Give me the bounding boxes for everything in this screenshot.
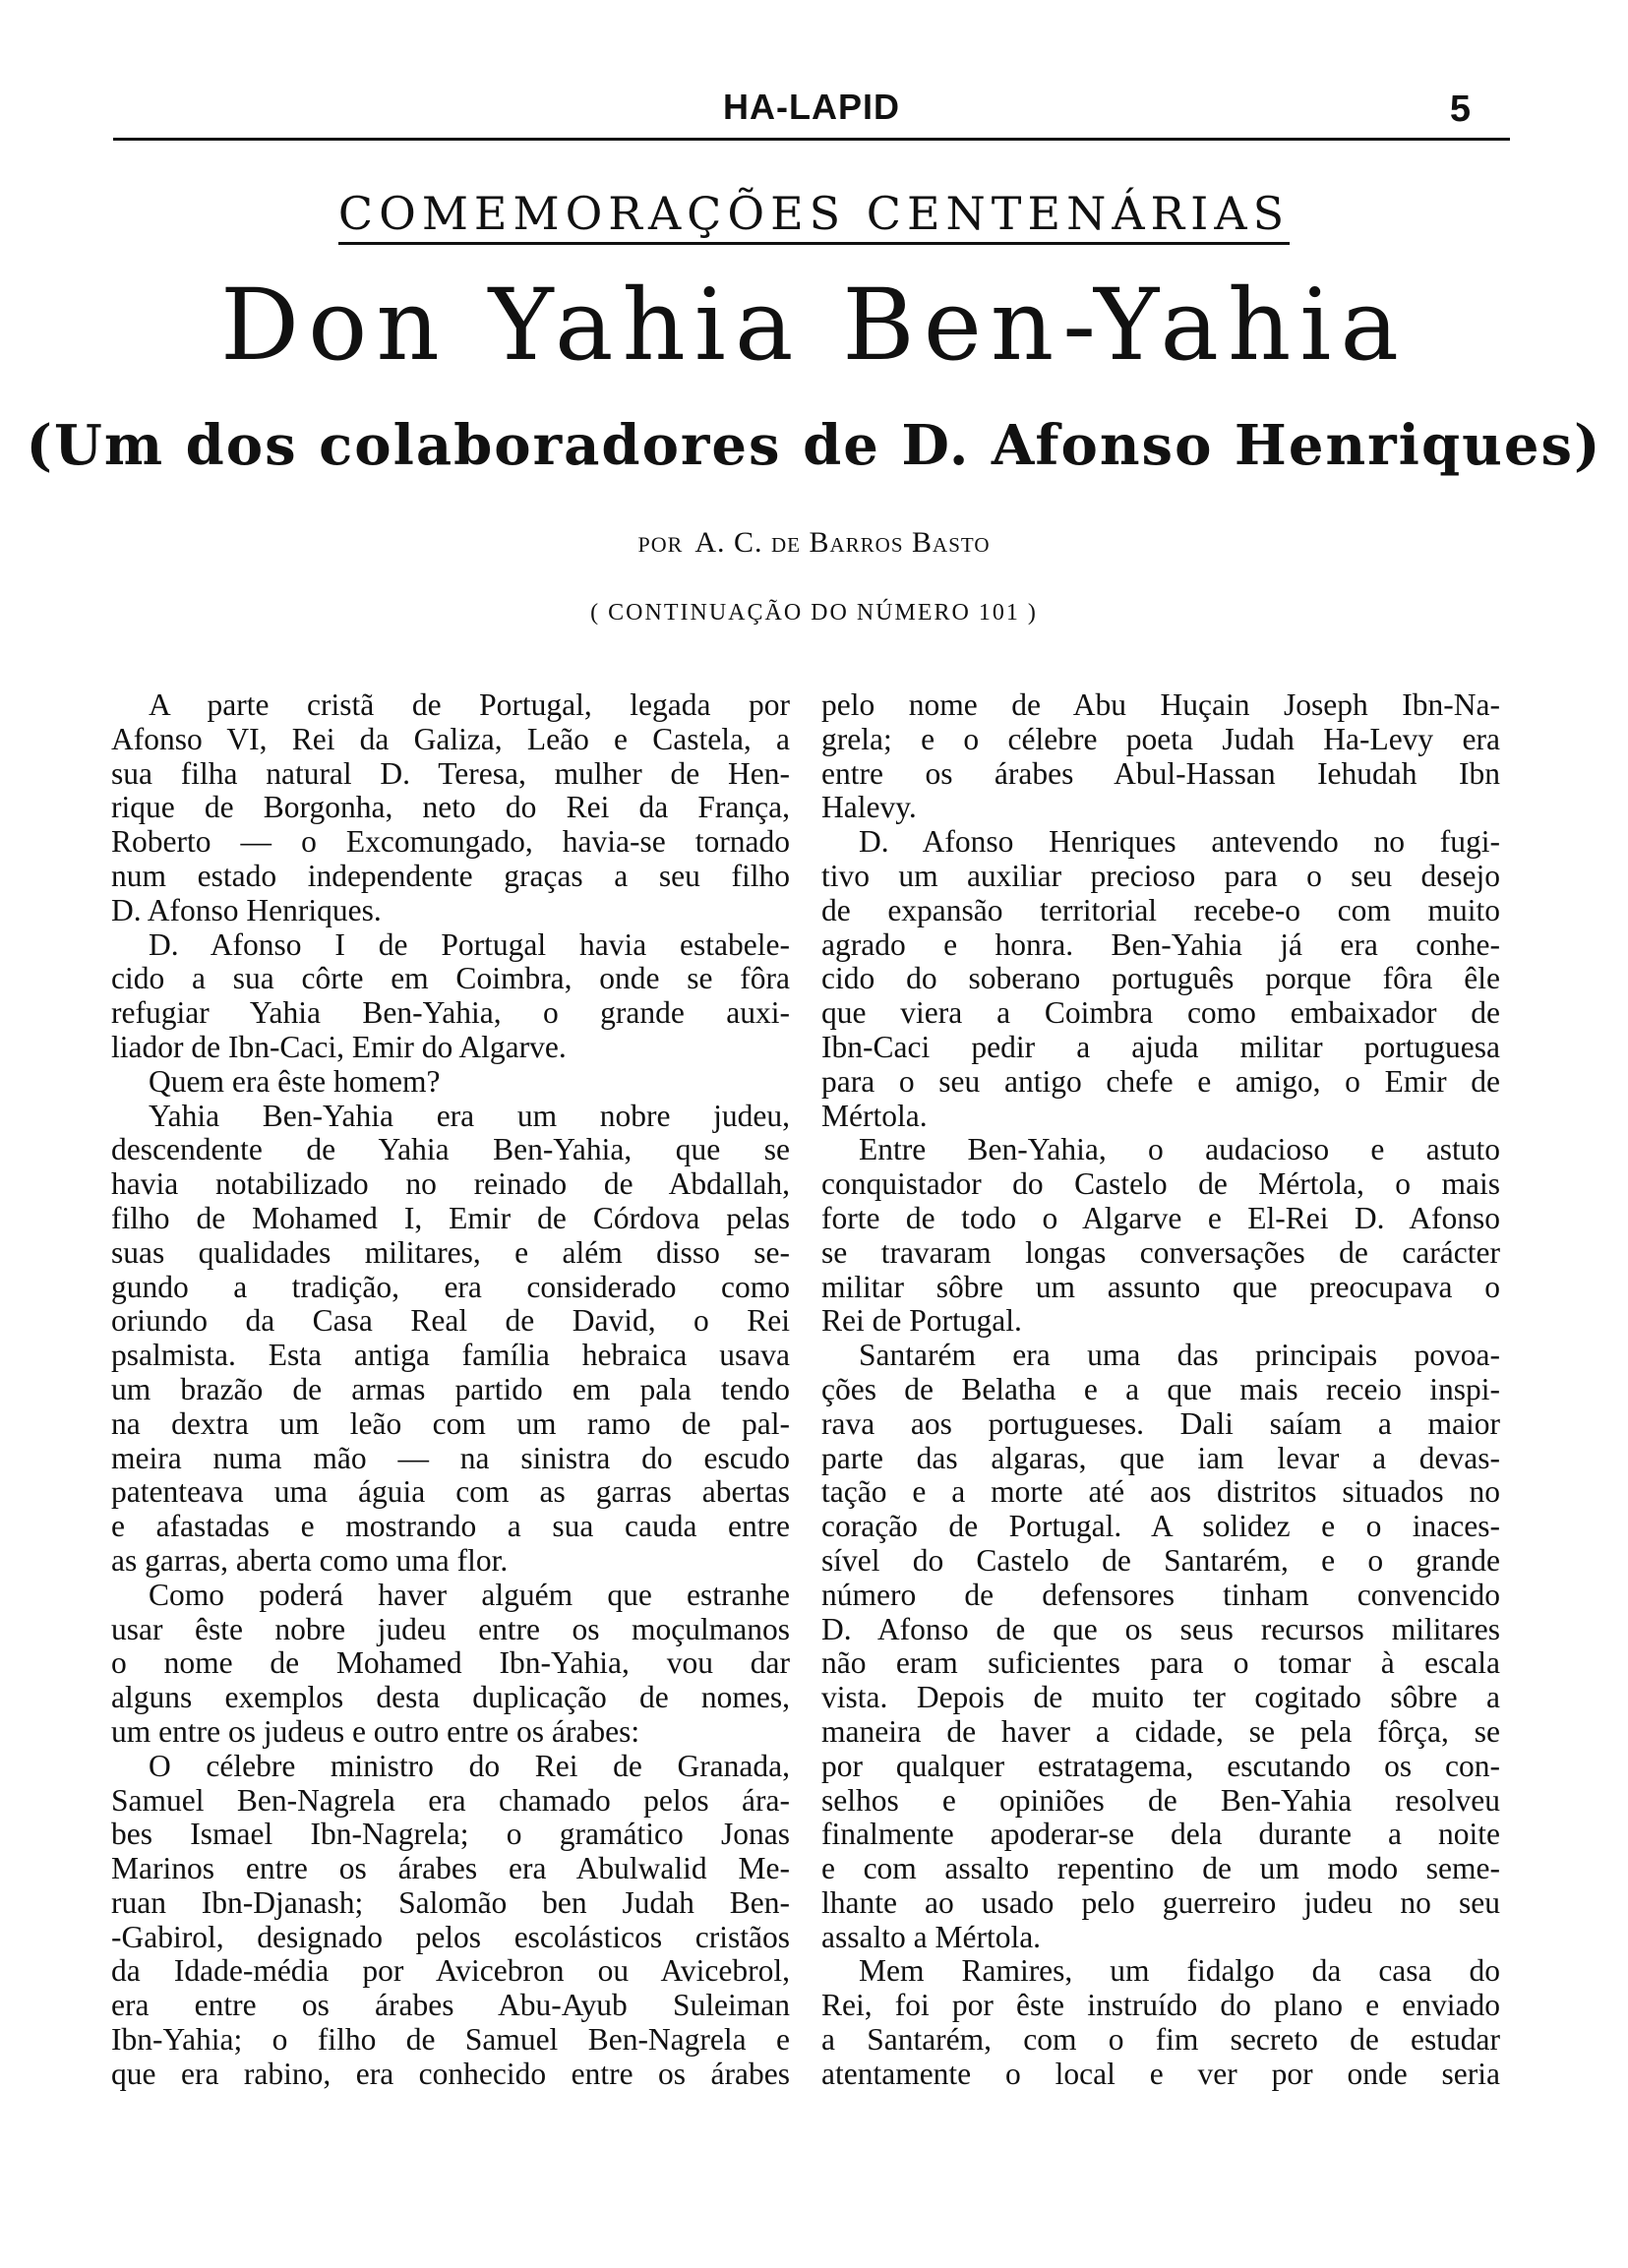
- text-line: Halevy.: [821, 790, 917, 825]
- text-line: meira numa mão — na sinistra do escudo: [111, 1440, 790, 1475]
- text-line: coração de Portugal. A solidez e o inaces-: [821, 1509, 1500, 1544]
- continuation-note: ( CONTINUAÇÃO DO NÚMERO 101 ): [590, 600, 1038, 626]
- text-line: refugiar Yahia Ben-Yahia, o grande auxi-: [111, 995, 790, 1031]
- text-line: sua filha natural D. Teresa, mulher de Hen-: [111, 755, 790, 791]
- text-line: militar sôbre um assunto que preocupava o: [821, 1269, 1500, 1304]
- text-line: um entre os judeus e outro entre os árabes:: [111, 1713, 640, 1749]
- text-line: se travaram longas conversações de carácter: [821, 1234, 1500, 1270]
- text-line: Mértola.: [821, 1098, 928, 1133]
- text-line: atentamente o local e ver por onde seria: [821, 2056, 1500, 2091]
- text-line: conquistador do Castelo de Mértola, o mais: [821, 1166, 1500, 1202]
- text-line: sível do Castelo de Santarém, e o grande: [821, 1542, 1500, 1578]
- paragraph: [821, 688, 1500, 825]
- section-label: [0, 187, 1628, 245]
- text-line: Como poderá haver alguém que estranhe: [149, 1577, 790, 1612]
- text-line: havia notabilizado no reinado de Abdallah,: [111, 1166, 790, 1202]
- running-header: [113, 87, 1510, 146]
- text-line: Rei, foi por êste instruído do plano e enviado: [821, 1988, 1500, 2023]
- text-line: D. Afonso Henriques.: [111, 892, 382, 927]
- text-line: que era rabino, era conhecido entre os árabes: [111, 2056, 790, 2091]
- text-line: entre os árabes Abul-Hassan Iehudah Ibn: [821, 755, 1500, 791]
- text-line: patenteava uma águia com as garras abertas: [111, 1474, 790, 1510]
- text-line: cido a sua côrte em Coimbra, onde se fôra: [111, 961, 790, 996]
- text-line: Mem Ramires, um fidalgo da casa do: [859, 1953, 1500, 1989]
- text-line: na dextra um leão com um ramo de pal-: [111, 1405, 790, 1441]
- text-line: pelo nome de Abu Huçain Joseph Ibn-Na-: [821, 687, 1500, 722]
- paragraph: [111, 928, 790, 1065]
- text-line: descendente de Yahia Ben-Yahia, que se: [111, 1132, 790, 1167]
- text-line: Samuel Ben-Nagrela era chamado pelos ára-: [111, 1782, 790, 1818]
- text-line: por qualquer estratagema, escutando os con-: [821, 1748, 1500, 1783]
- text-line: número de defensores tinham convencido: [821, 1577, 1500, 1612]
- text-line: alguns exemplos desta duplicação de nomes,: [111, 1680, 790, 1715]
- text-line: e afastadas e mostrando a sua cauda entre: [111, 1509, 790, 1544]
- text-line: o nome de Mohamed Ibn-Yahia, vou dar: [111, 1645, 790, 1681]
- text-line: que viera a Coimbra como embaixador de: [821, 995, 1500, 1031]
- journal-title: HA-LAPID: [723, 87, 900, 127]
- text-line: da Idade-média por Avicebron ou Avicebrol,: [111, 1953, 790, 1989]
- paragraph: [111, 1065, 790, 1100]
- article-title: Don Yahia Ben-Yahia: [220, 268, 1408, 383]
- text-line: forte de todo o Algarve e El-Rei D. Afonso: [821, 1200, 1500, 1235]
- text-line: -Gabirol, designado pelos escolásticos cristãos: [111, 1919, 790, 1954]
- text-line: Santarém era uma das principais povoa-: [859, 1338, 1500, 1373]
- text-line: Ibn-Caci pedir a ajuda militar portuguesa: [821, 1029, 1500, 1064]
- paragraph: [111, 1579, 790, 1750]
- text-line: ruan Ibn-Djanash; Salomão ben Judah Ben-: [111, 1884, 790, 1920]
- text-line: Quem era êste homem?: [149, 1063, 441, 1099]
- text-line: Entre Ben-Yahia, o audacioso e astuto: [859, 1132, 1500, 1167]
- paragraph: [821, 825, 1500, 1133]
- text-line: era entre os árabes Abu-Ayub Suleiman: [111, 1988, 790, 2023]
- paragraph: [821, 1133, 1500, 1339]
- text-line: um brazão de armas partido em pala tendo: [111, 1371, 790, 1406]
- text-line: ções de Belatha e a que mais receio inspi-: [821, 1371, 1500, 1406]
- text-line: rava aos portugueses. Dali saíam a maior: [821, 1405, 1500, 1441]
- text-line: vista. Depois de muito ter cogitado sôbre a: [821, 1680, 1500, 1715]
- text-line: psalmista. Esta antiga família hebraica usava: [111, 1338, 790, 1373]
- text-line: gundo a tradição, era considerado como: [111, 1269, 790, 1304]
- text-line: agrado e honra. Ben-Yahia já era conhe-: [821, 926, 1500, 962]
- text-line: Ibn-Yahia; o filho de Samuel Ben-Nagrela e: [111, 2022, 790, 2058]
- text-line: num estado independente graças a seu filho: [111, 858, 790, 893]
- header-rule: [113, 138, 1510, 141]
- paragraph: [821, 1954, 1500, 2091]
- text-line: O célebre ministro do Rei de Granada,: [149, 1748, 790, 1783]
- text-line: Marinos entre os árabes era Abulwalid Me-: [111, 1851, 790, 1886]
- left-column: [111, 688, 790, 2092]
- page-number: 5: [1449, 89, 1471, 130]
- text-line: rique de Borgonha, neto do Rei da França,: [111, 790, 790, 825]
- text-line: filho de Mohamed I, Emir de Córdova pelas: [111, 1200, 790, 1235]
- text-line: a Santarém, com o fim secreto de estudar: [821, 2022, 1500, 2058]
- text-line: tação e a morte até aos distritos situados no: [821, 1474, 1500, 1510]
- text-line: maneira de haver a cidade, se pela fôrça, se: [821, 1713, 1500, 1749]
- text-line: Yahia Ben-Yahia era um nobre judeu,: [149, 1098, 790, 1133]
- text-line: não eram suficientes para o tomar à escala: [821, 1645, 1500, 1681]
- text-line: as garras, aberta como uma flor.: [111, 1542, 509, 1578]
- text-line: para o seu antigo chefe e amigo, o Emir de: [821, 1063, 1500, 1099]
- byline: [0, 526, 1628, 560]
- text-line: suas qualidades militares, e além disso se-: [111, 1234, 790, 1270]
- text-line: cido do soberano português porque fôra êle: [821, 961, 1500, 996]
- paragraph: [111, 1100, 790, 1579]
- text-line: e com assalto repentino de um modo seme-: [821, 1851, 1500, 1886]
- text-line: Roberto — o Excomungado, havia-se tornado: [111, 824, 790, 860]
- text-line: grela; e o célebre poeta Judah Ha-Levy era: [821, 721, 1500, 756]
- paragraph: [821, 1339, 1500, 1954]
- text-line: bes Ismael Ibn-Nagrela; o gramático Jonas: [111, 1817, 790, 1852]
- text-line: selhos e opiniões de Ben-Yahia resolveu: [821, 1782, 1500, 1818]
- text-line: lhante ao usado pelo guerreiro judeu no seu: [821, 1884, 1500, 1920]
- byline-prefix: POR: [637, 532, 684, 557]
- text-line: usar êste nobre judeu entre os moçulmanos: [111, 1611, 790, 1646]
- text-line: D. Afonso de que os seus recursos militares: [821, 1611, 1500, 1646]
- text-line: D. Afonso I de Portugal havia estabele-: [149, 926, 790, 962]
- text-line: parte das algaras, que iam levar a devas-: [821, 1440, 1500, 1475]
- text-line: finalmente apoderar-se dela durante a noite: [821, 1817, 1500, 1852]
- section-label-text: COMEMORAÇÕES CENTENÁRIAS: [338, 187, 1290, 245]
- paragraph: [111, 1750, 790, 2092]
- paragraph: [111, 688, 790, 928]
- text-line: A parte cristã de Portugal, legada por: [149, 687, 790, 722]
- text-line: assalto a Mértola.: [821, 1919, 1042, 1954]
- byline-author: A. C. de Barros Basto: [694, 526, 991, 559]
- text-line: tivo um auxiliar precioso para o seu desejo: [821, 858, 1500, 893]
- text-line: oriundo da Casa Real de David, o Rei: [111, 1303, 790, 1339]
- text-line: liador de Ibn-Caci, Emir do Algarve.: [111, 1029, 567, 1064]
- text-line: de expansão territorial recebe-o com muito: [821, 892, 1500, 927]
- text-line: Afonso VI, Rei da Galiza, Leão e Castela, a: [111, 721, 790, 756]
- right-column: [821, 688, 1500, 2092]
- text-line: D. Afonso Henriques antevendo no fugi-: [859, 824, 1500, 860]
- article-subtitle: (Um dos colaboradores de D. Afonso Henriques): [26, 413, 1602, 478]
- text-line: Rei de Portugal.: [821, 1303, 1022, 1339]
